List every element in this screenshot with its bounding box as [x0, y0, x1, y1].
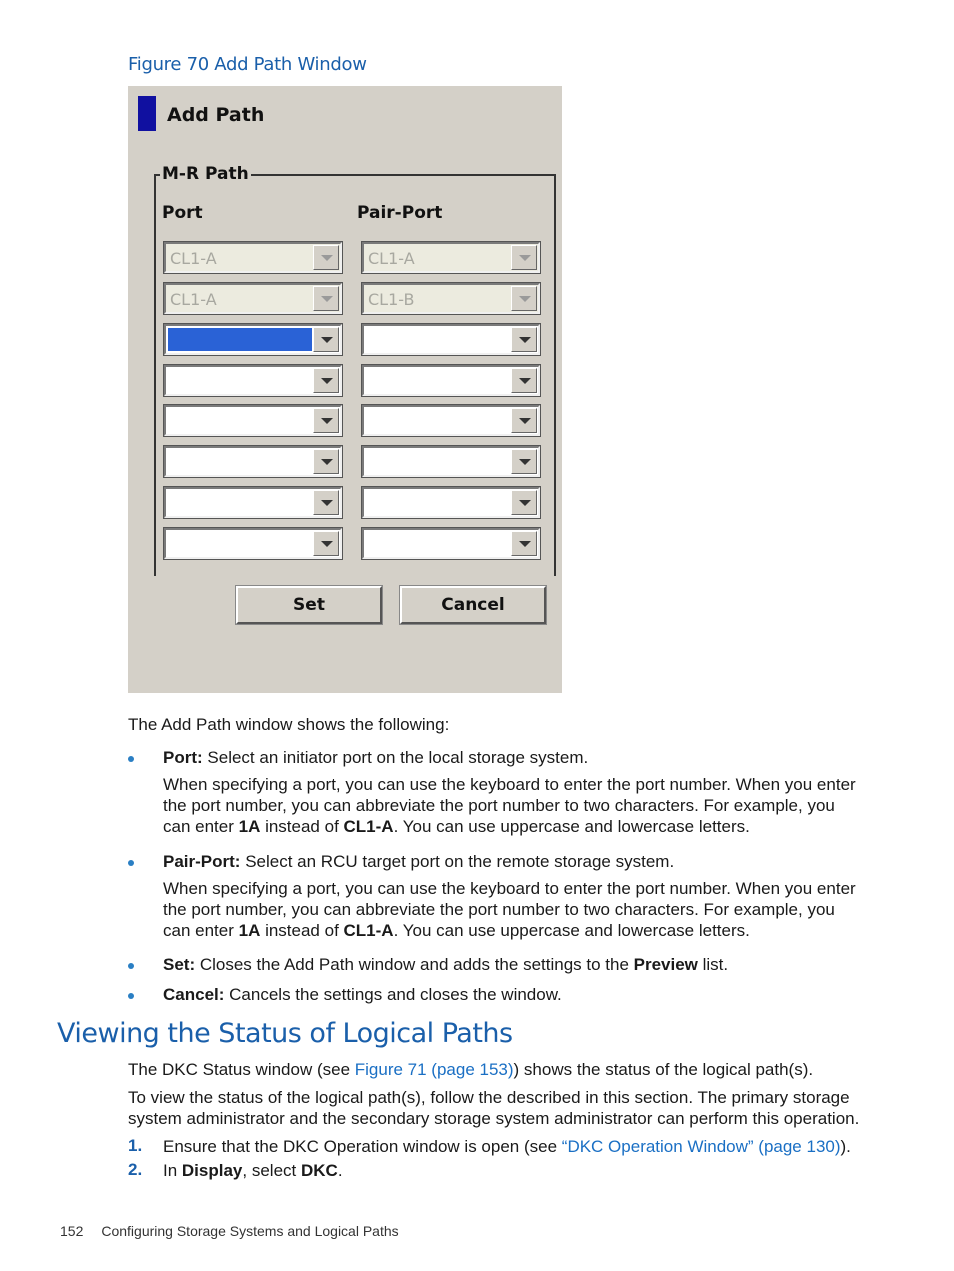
window-title: Add Path [167, 104, 265, 126]
port-select-5[interactable] [164, 405, 342, 436]
page-number: 152 [60, 1223, 84, 1239]
group-label: M-R Path [162, 164, 249, 184]
term: Pair-Port: [163, 852, 241, 871]
bold: 1A [238, 921, 261, 940]
set-button[interactable]: Set [236, 586, 382, 624]
chevron-down-icon[interactable] [313, 286, 339, 311]
text: . You can use uppercase and lowercase letters. [393, 817, 750, 836]
step-2 [163, 1160, 343, 1181]
port-select-4[interactable] [164, 365, 342, 396]
chevron-down-icon[interactable] [511, 327, 537, 352]
chevron-down-icon[interactable] [511, 531, 537, 556]
port-select-value: CL1-A [170, 290, 217, 309]
section-paragraph-1 [128, 1059, 813, 1080]
figure-71-link[interactable]: Figure 71 (page 153) [354, 1060, 514, 1079]
chevron-down-icon[interactable] [313, 327, 339, 352]
text: . You can use uppercase and lowercase letters. [393, 921, 750, 940]
page-footer [60, 1223, 399, 1239]
bullet-icon [128, 963, 134, 969]
step-number: 2. [128, 1160, 143, 1179]
text: Ensure that the DKC Operation window is open (see [163, 1137, 562, 1156]
desc: Select an RCU target port on the remote storage system. [240, 852, 675, 871]
port-select-3[interactable] [164, 324, 342, 355]
desc: Closes the Add Path window and adds the settings to the [195, 955, 634, 974]
bold: Display [181, 1161, 243, 1180]
chevron-down-icon[interactable] [313, 368, 339, 393]
chevron-down-icon[interactable] [511, 286, 537, 311]
cancel-button[interactable]: Cancel [400, 586, 546, 624]
pair-port-detail-line-1: When specifying a port, you can use the keyboard to enter the port number. When you enter [163, 879, 856, 898]
title-bar-accent [138, 96, 156, 131]
pair-port-select-6[interactable] [362, 446, 540, 477]
port-detail-line-2: the port number, you can abbreviate the port number to two characters. For example, you [163, 796, 835, 815]
intro-text: The Add Path window shows the following: [128, 715, 450, 734]
figure-caption: Figure 70 Add Path Window [128, 54, 367, 75]
section-heading: Viewing the Status of Logical Paths [57, 1018, 513, 1049]
chevron-down-icon[interactable] [313, 449, 339, 474]
bold: Preview [633, 955, 698, 974]
term: Set: [163, 955, 196, 974]
bold: CL1-A [343, 921, 394, 940]
port-select-value: CL1-A [170, 249, 217, 268]
step-number: 1. [128, 1136, 143, 1155]
pair-port-column-header: Pair-Port [357, 203, 443, 223]
text: , select [242, 1161, 301, 1180]
selection-highlight [168, 328, 312, 351]
pair-port-select-3[interactable] [362, 324, 540, 355]
bold: DKC [300, 1161, 338, 1180]
step-1 [163, 1136, 851, 1157]
text: In [163, 1161, 182, 1180]
port-detail-line-3 [163, 816, 750, 837]
term: Port: [163, 748, 203, 767]
bullet-icon [128, 860, 134, 866]
bullet-icon [128, 756, 134, 762]
chevron-down-icon[interactable] [313, 531, 339, 556]
bold: 1A [238, 817, 261, 836]
text: ) shows the status of the logical path(s). [513, 1060, 814, 1079]
port-column-header: Port [162, 203, 203, 223]
text: can enter [163, 921, 239, 940]
desc: Cancels the settings and closes the window. [224, 985, 562, 1004]
pair-port-select-4[interactable] [362, 365, 540, 396]
desc: Select an initiator port on the local storage system. [202, 748, 589, 767]
chevron-down-icon[interactable] [511, 490, 537, 515]
section-paragraph-2-line-1: To view the status of the logical path(s), follow the described in this section. The primary storage [128, 1088, 850, 1107]
chevron-down-icon[interactable] [313, 490, 339, 515]
text: instead of [260, 921, 344, 940]
pair-port-select-7[interactable] [362, 487, 540, 518]
dkc-operation-window-link[interactable]: “DKC Operation Window” (page 130) [561, 1137, 841, 1156]
bold: CL1-A [343, 817, 394, 836]
footer-title: Configuring Storage Systems and Logical Paths [101, 1223, 399, 1239]
add-path-window [128, 86, 562, 693]
port-select-8[interactable] [164, 528, 342, 559]
port-select-1[interactable] [164, 242, 342, 273]
pair-port-select-8[interactable] [362, 528, 540, 559]
term: Cancel: [163, 985, 225, 1004]
pair-port-select-2[interactable] [362, 283, 540, 314]
pair-port-select-value: CL1-A [368, 249, 415, 268]
port-select-2[interactable] [164, 283, 342, 314]
pair-port-bullet [163, 851, 674, 872]
port-bullet [163, 747, 588, 768]
pair-port-select-5[interactable] [362, 405, 540, 436]
set-bullet [163, 954, 728, 975]
cancel-bullet [163, 984, 562, 1005]
chevron-down-icon[interactable] [511, 368, 537, 393]
section-paragraph-2-line-2: system administrator and the secondary storage system administrator can perform this operation. [128, 1109, 860, 1128]
chevron-down-icon[interactable] [511, 245, 537, 270]
chevron-down-icon[interactable] [313, 245, 339, 270]
chevron-down-icon[interactable] [511, 449, 537, 474]
port-select-7[interactable] [164, 487, 342, 518]
text: ). [840, 1137, 851, 1156]
pair-port-select-1[interactable] [362, 242, 540, 273]
port-select-6[interactable] [164, 446, 342, 477]
pair-port-select-value: CL1-B [368, 290, 415, 309]
chevron-down-icon[interactable] [313, 408, 339, 433]
chevron-down-icon[interactable] [511, 408, 537, 433]
text: can enter [163, 817, 239, 836]
pair-port-detail-line-3 [163, 920, 750, 941]
pair-port-detail-line-2: the port number, you can abbreviate the port number to two characters. For example, you [163, 900, 835, 919]
text: instead of [260, 817, 344, 836]
text: . [337, 1161, 343, 1180]
desc: list. [697, 955, 729, 974]
bullet-icon [128, 993, 134, 999]
port-detail-line-1: When specifying a port, you can use the keyboard to enter the port number. When you enter [163, 775, 856, 794]
text: The DKC Status window (see [128, 1060, 355, 1079]
